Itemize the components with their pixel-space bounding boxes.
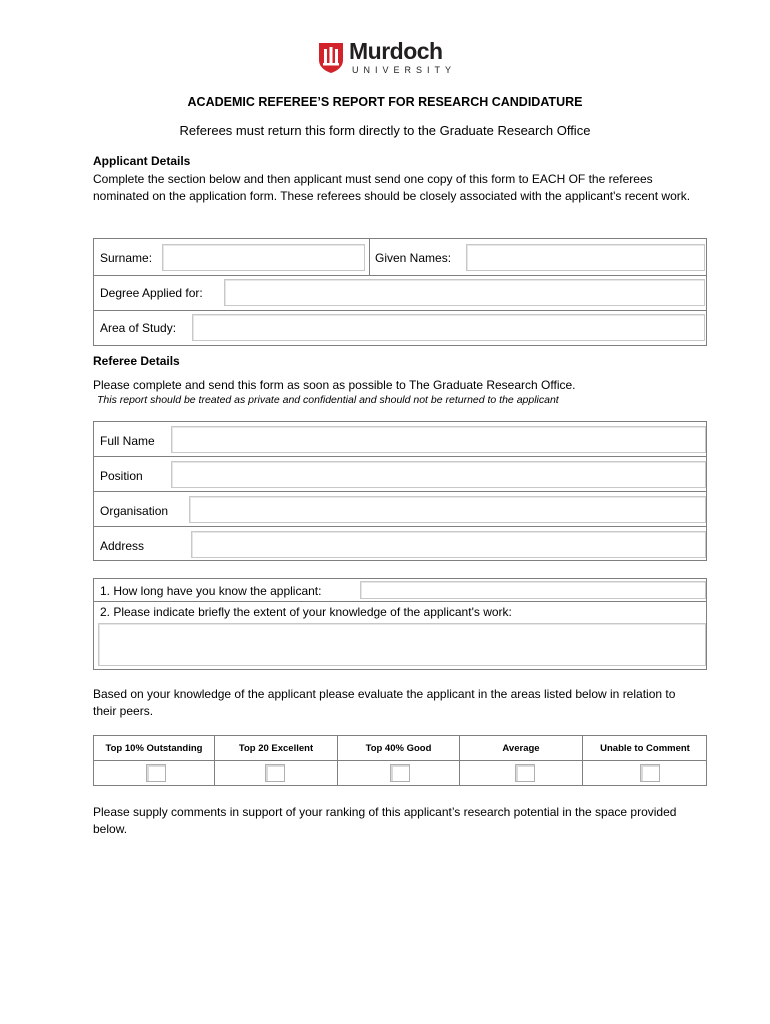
applicant-intro: Complete the section below and then applicant must send one copy of this form to EACH OF the referees nominated on the application form. These referees should be closely associated with the applicant's recent work. [93, 172, 691, 203]
rating-checkbox-unable[interactable] [640, 764, 660, 782]
question-2-label: 2. Please indicate briefly the extent of your knowledge of the applicant's work: [100, 605, 512, 619]
question-1-label: 1. How long have you know the applicant: [100, 584, 322, 598]
confidential-note: This report should be treated as private and confidential and should not be returned to the applicant [97, 394, 559, 406]
address-input[interactable] [191, 531, 706, 558]
rating-checkbox-top10[interactable] [146, 764, 166, 782]
position-label: Position [100, 469, 143, 483]
degree-input[interactable] [224, 279, 705, 306]
comments-intro: Please supply comments in support of your ranking of this applicant’s research potential in the space provided below. [93, 805, 677, 836]
logo-subtitle: UNIVERSITY [352, 65, 457, 75]
question-2-input[interactable] [98, 623, 706, 666]
area-of-study-input[interactable] [192, 314, 705, 341]
degree-label: Degree Applied for: [100, 286, 203, 300]
full-name-label: Full Name [100, 434, 155, 448]
rating-header-top10: Top 10% Outstanding [105, 743, 203, 754]
given-names-input[interactable] [466, 244, 705, 271]
applicant-heading: Applicant Details [93, 154, 191, 168]
logo-wordmark: Murdoch [349, 38, 443, 64]
given-names-label: Given Names: [375, 251, 452, 265]
full-name-input[interactable] [171, 426, 706, 453]
rating-checkbox-top20[interactable] [265, 764, 285, 782]
rating-header-top20: Top 20 Excellent [238, 743, 314, 754]
evaluation-intro: Based on your knowledge of the applicant please evaluate the applicant in the areas listed below in relation to their peers. [93, 687, 676, 718]
university-logo [318, 40, 478, 76]
referee-intro: Please complete and send this form as soon as possible to The Graduate Research Office. [93, 378, 576, 392]
position-input[interactable] [171, 461, 706, 488]
referee-heading: Referee Details [93, 354, 180, 368]
address-label: Address [100, 539, 145, 553]
surname-label: Surname: [100, 251, 153, 265]
form-subtitle: Referees must return this form directly to the Graduate Research Office [179, 123, 591, 138]
applicant-details-box [93, 238, 707, 346]
rating-header-unable: Unable to Comment [600, 743, 690, 754]
organisation-label: Organisation [100, 504, 169, 518]
rating-table [93, 735, 707, 786]
question-1-input[interactable] [360, 581, 706, 599]
rating-checkbox-average[interactable] [515, 764, 535, 782]
questions-box [93, 578, 707, 670]
rating-header-top40: Top 40% Good [365, 743, 432, 754]
form-title: ACADEMIC REFEREE’S REPORT FOR RESEARCH CANDIDATURE [187, 95, 583, 109]
organisation-input[interactable] [189, 496, 706, 523]
referee-details-box [93, 421, 707, 561]
area-of-study-label: Area of Study: [100, 321, 177, 335]
rating-checkbox-top40[interactable] [390, 764, 410, 782]
surname-input[interactable] [162, 244, 365, 271]
crest-icon [318, 42, 344, 74]
rating-header-average: Average [502, 743, 540, 754]
